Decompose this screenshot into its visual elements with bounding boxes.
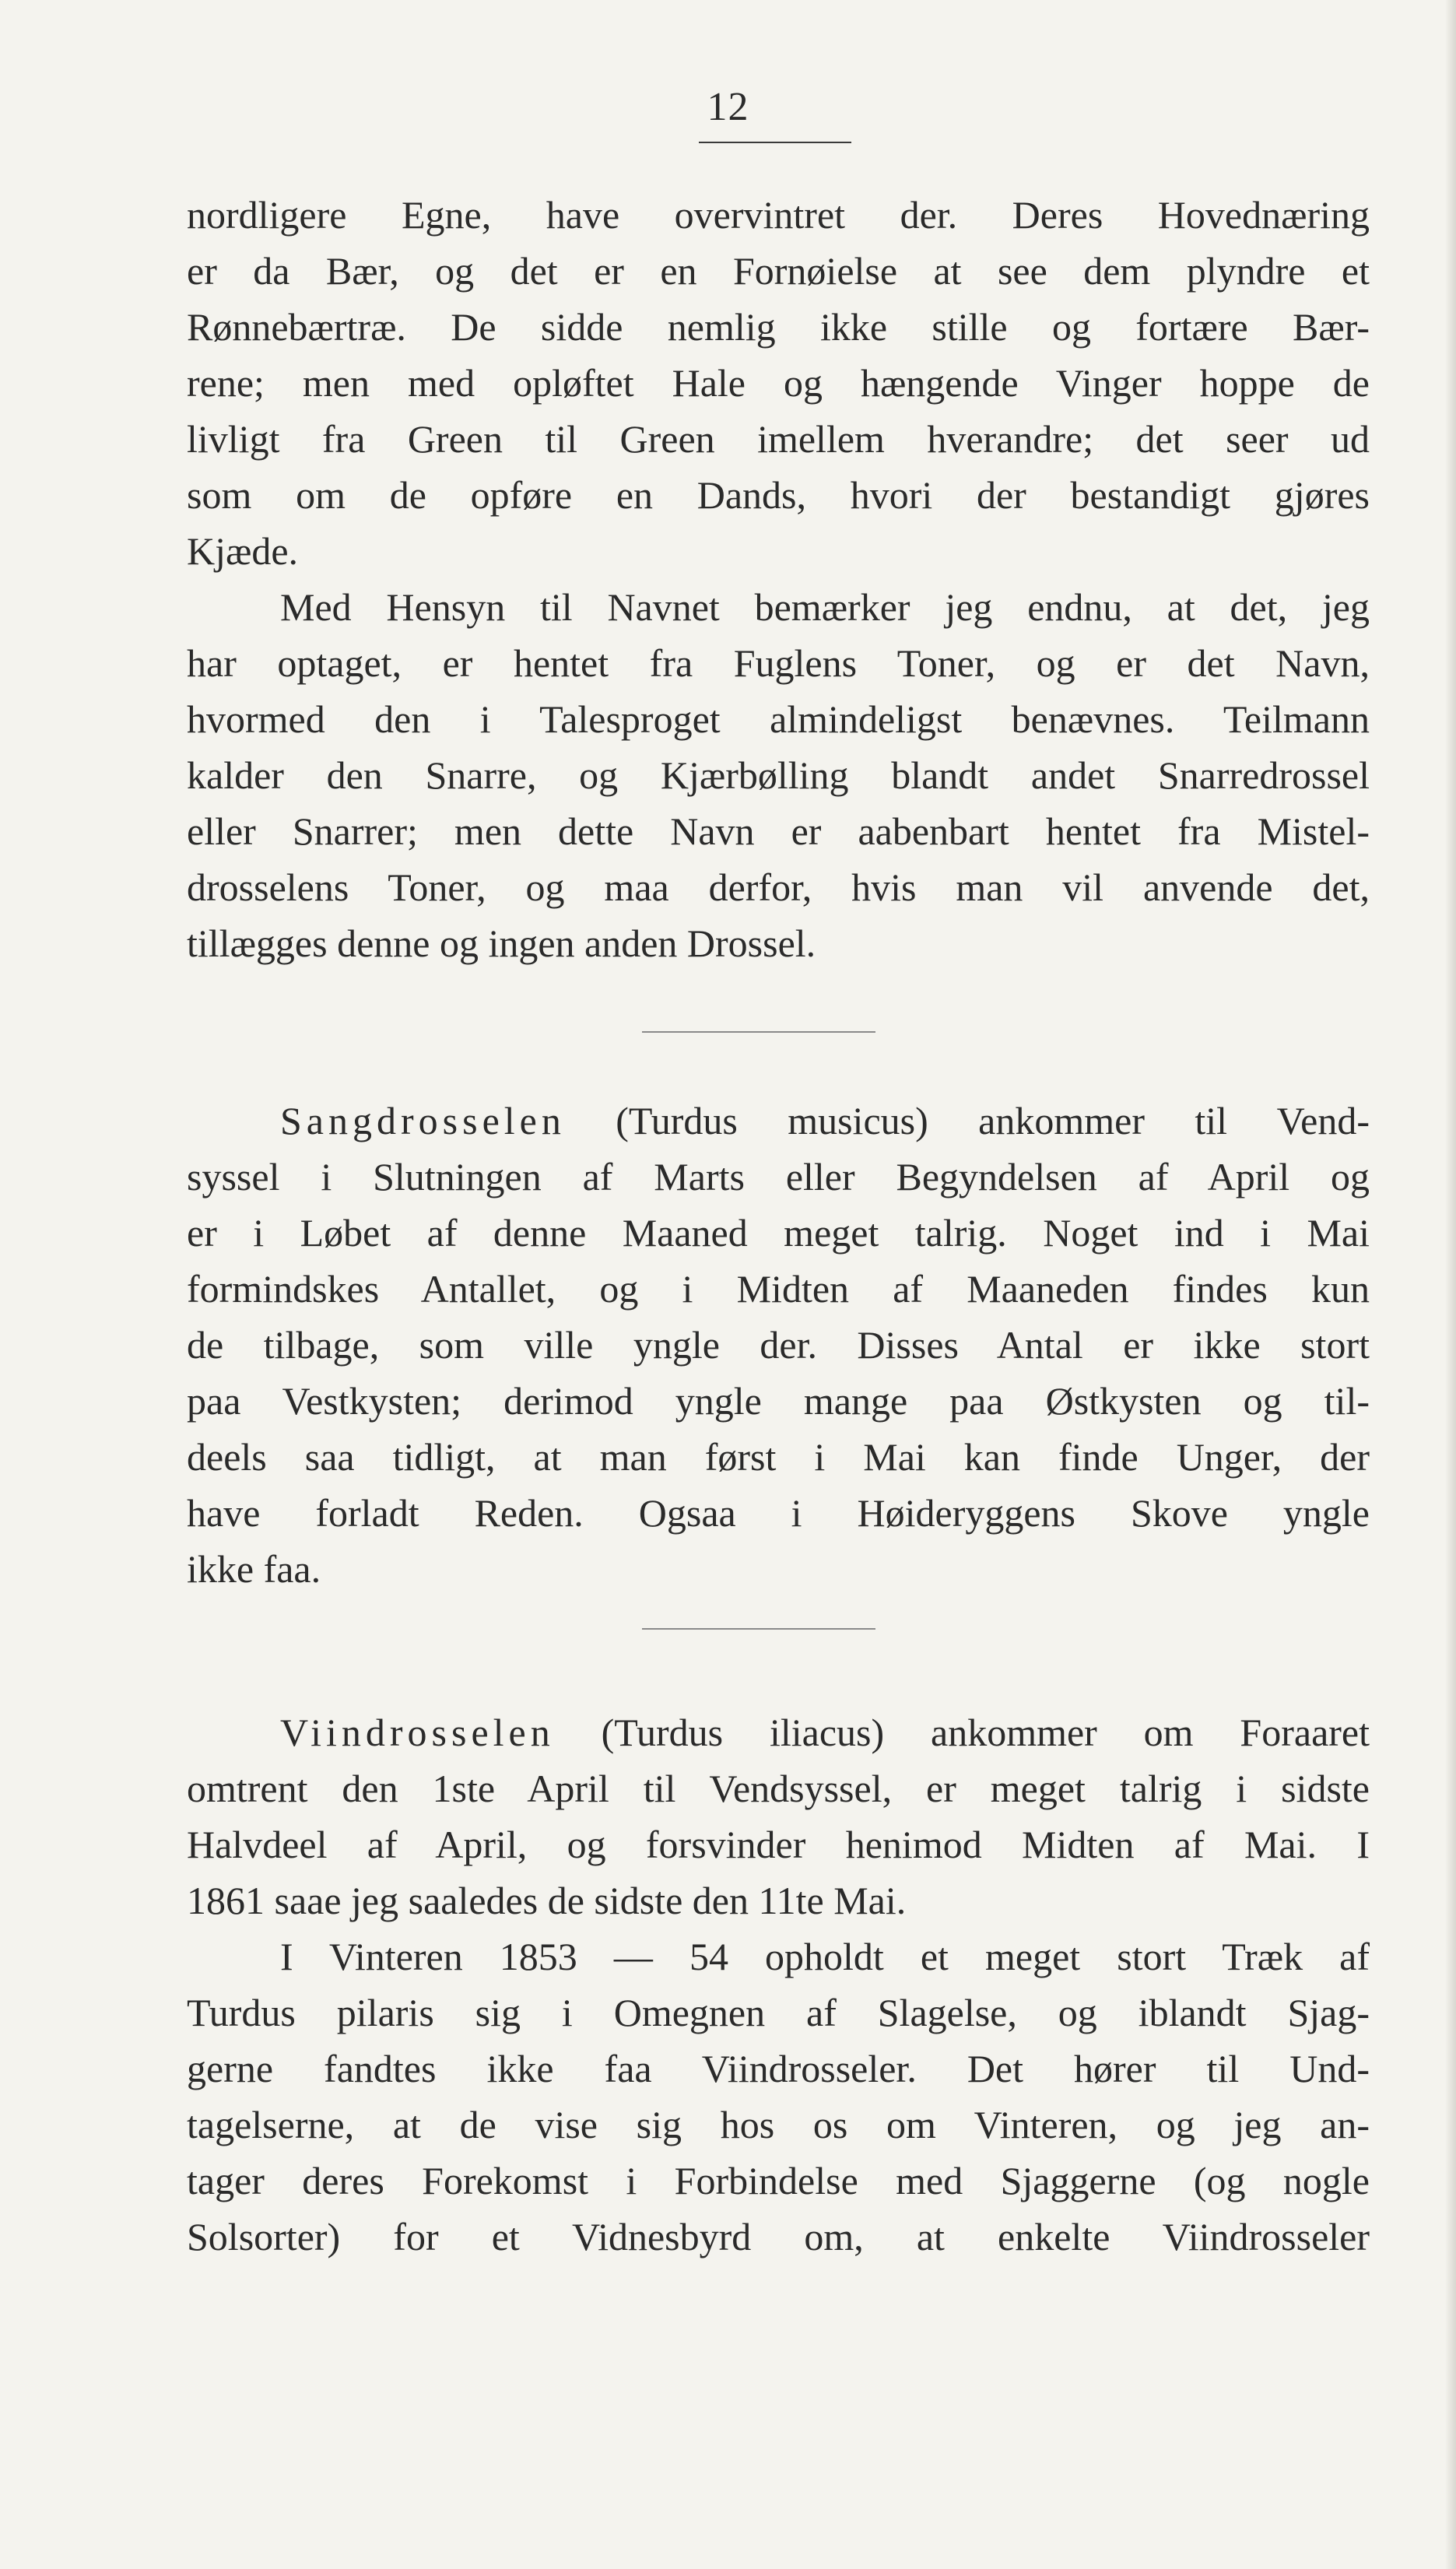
page-number-underline [699,142,851,143]
section-divider [642,1628,875,1630]
text-line: livligt fra Green til Green imellem hverandre; det seer ud [187,417,1370,461]
page-number: 12 [707,85,749,129]
text-line: rene; men med opløftet Hale og hængende Vinger hoppe de [187,361,1370,405]
paragraph-birds-dance [187,187,1370,579]
text-line: de tilbage, som ville yngle der. Disses Antal er ikke stort [187,1323,1370,1367]
page-edge-shadow [1445,0,1456,2569]
paragraph-sangdrosselen [187,1093,1370,1597]
text-line: Solsorter) for et Vidnesbyrd om, at enkelte Viindrosseler [187,2215,1370,2258]
text-line: eller Snarrer; men dette Navn er aabenbart hentet fra Mistel- [187,809,1370,853]
text-line: er da Bær, og det er en Fornøielse at see dem plyndre et [187,249,1370,293]
text-line: Rønnebærtræ. De sidde nemlig ikke stille og fortære Bær- [187,305,1370,349]
text-line: 1861 saae jeg saaledes de sidste den 11te Mai. [187,1879,907,1922]
text-line: paa Vestkysten; derimod yngle mange paa Østkysten og til- [187,1379,1370,1423]
text-line [187,1093,1370,1149]
text-line: er i Løbet af denne Maaned meget talrig. Noget ind i Mai [187,1211,1370,1255]
paragraph-winter-1853 [187,1929,1370,2265]
text-line: Halvdeel af April, og forsvinder henimod Midten af Mai. I [187,1823,1370,1866]
text-line: tillægges denne og ingen anden Drossel. [187,921,816,965]
text-line: deels saa tidligt, at man først i Mai kan finde Unger, der [187,1435,1370,1479]
text-line: kalder den Snarre, og Kjærbølling blandt andet Snarredrossel [187,753,1370,797]
paragraph-viindrosselen [187,1704,1370,1929]
text-line: har optaget, er hentet fra Fuglens Toner, og er det Navn, [187,641,1370,685]
text-line: syssel i Slutningen af Marts eller Begyndelsen af April og [187,1155,1370,1199]
text-line: Turdus pilaris sig i Omegnen af Slagelse, og iblandt Sjag- [187,1991,1370,2034]
text-line: tager deres Forekomst i Forbindelse med Sjaggerne (og nogle [187,2159,1370,2202]
text-line: have forladt Reden. Ogsaa i Høideryggens Skove yngle [187,1491,1370,1535]
text-line: tagelserne, at de vise sig hos os om Vinteren, og jeg an- [187,2103,1370,2146]
section-divider [642,1031,875,1033]
text-segment: (Turdus iliacus) ankommer om Foraaret [554,1711,1370,1754]
text-line: nordligere Egne, have overvintret der. Deres Hovednæring [187,193,1370,237]
species-name: Sangdrosselen [280,1099,566,1142]
text-line: som om de opføre en Dands, hvori der bestandigt gjøres [187,473,1370,517]
text-line: omtrent den 1ste April til Vendsyssel, er meget talrig i sidste [187,1767,1370,1810]
text-line: ikke faa. [187,1547,321,1591]
text-line: Kjæde. [187,529,299,573]
text-line [187,1704,1370,1760]
text-line: gerne fandtes ikke faa Viindrosseler. Det hører til Und- [187,2047,1370,2090]
text-line: hvormed den i Talesproget almindeligst benævnes. Teilmann [187,697,1370,741]
species-name: Viindrosselen [280,1711,555,1754]
text-line: drosselens Toner, og maa derfor, hvis man vil anvende det, [187,865,1370,909]
text-segment: (Turdus musicus) ankommer til Vend- [565,1099,1370,1142]
text-line: Med Hensyn til Navnet bemærker jeg endnu, at det, jeg [280,585,1370,629]
text-line: formindskes Antallet, og i Midten af Maaneden findes kun [187,1267,1370,1311]
paragraph-name-origin [187,579,1370,971]
text-line: I Vinteren 1853 — 54 opholdt et meget stort Træk af [280,1935,1370,1978]
